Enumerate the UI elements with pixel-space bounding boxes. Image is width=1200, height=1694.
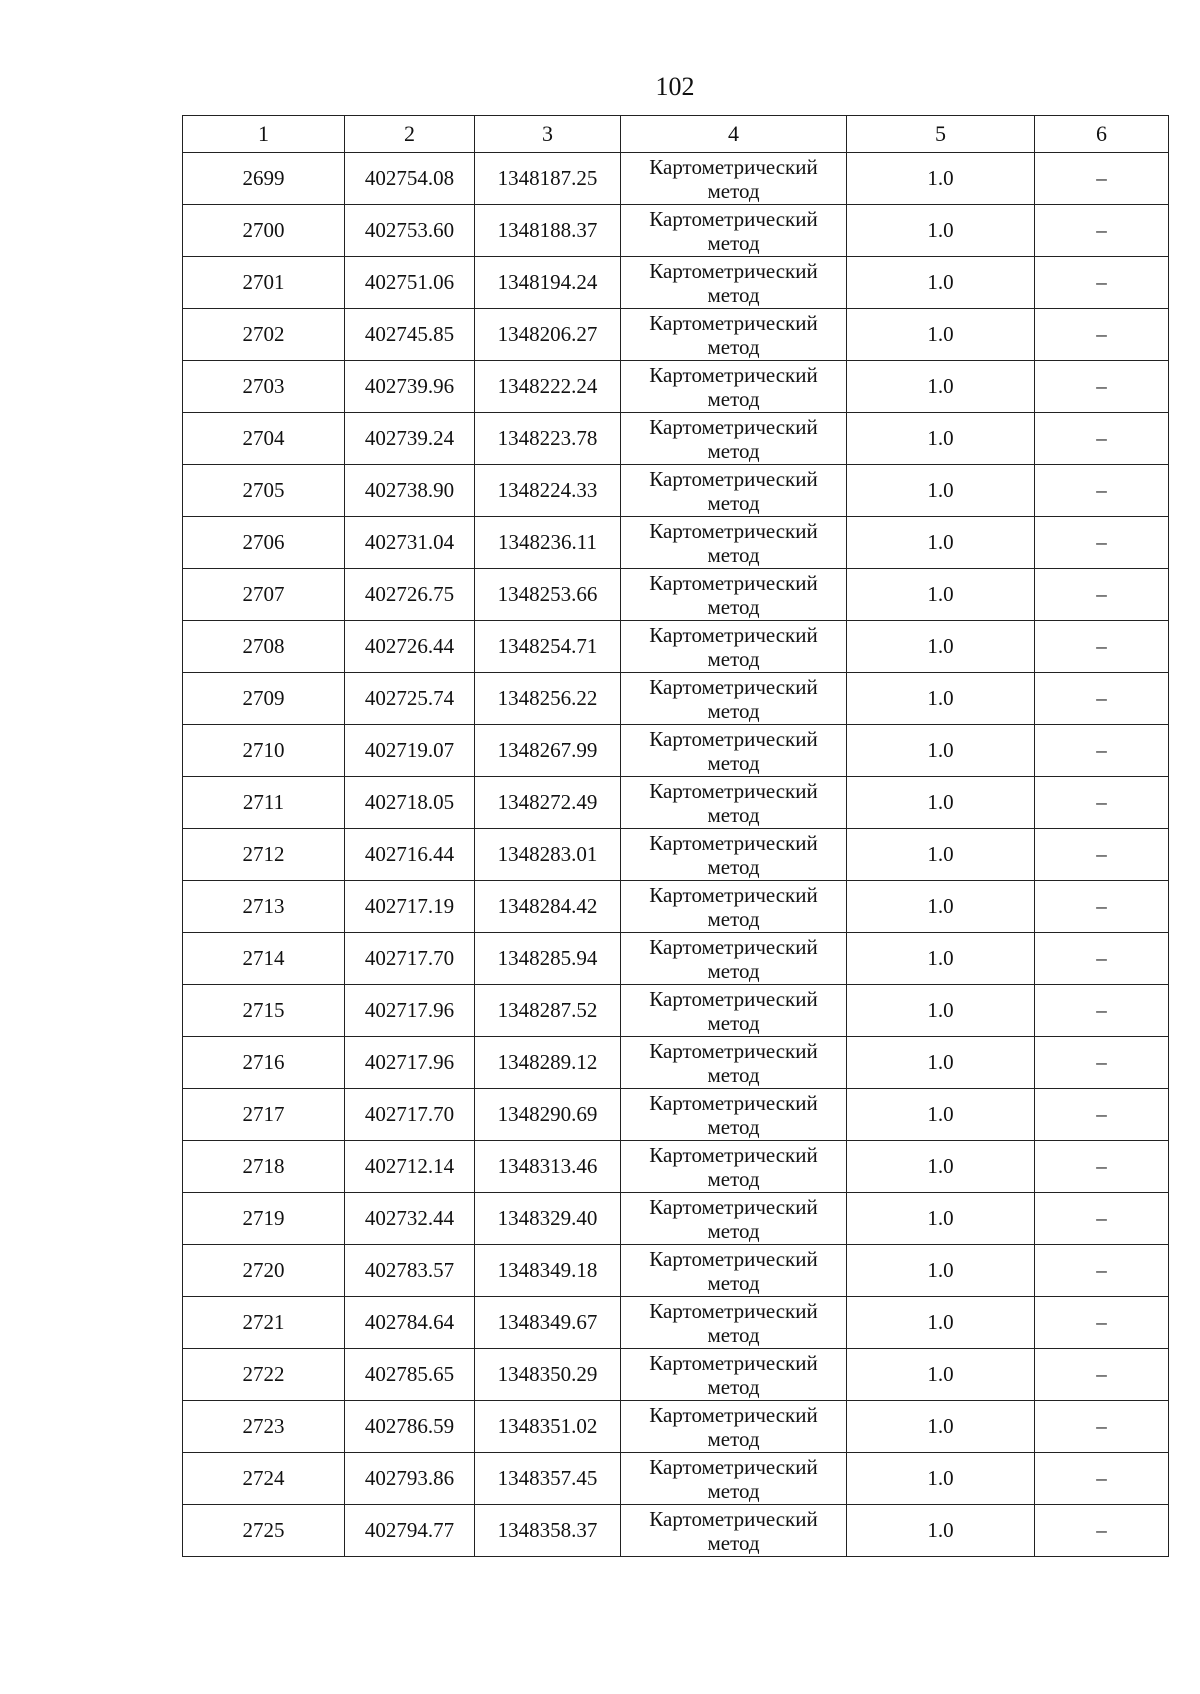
x-coordinate-cell: 402716.44 [345,829,475,881]
x-coordinate-cell: 402717.70 [345,1089,475,1141]
x-coordinate-cell: 402731.04 [345,517,475,569]
y-coordinate-cell: 1348267.99 [475,725,621,777]
method-cell [621,1349,847,1401]
table-row [183,1453,1169,1505]
method-cell [621,1453,847,1505]
table-row [183,257,1169,309]
method-line-1: Картометрический [649,206,818,231]
method-cell [621,1297,847,1349]
x-coordinate-cell: 402738.90 [345,465,475,517]
point-number-cell: 2724 [183,1453,345,1505]
note-cell: – [1035,673,1169,725]
method-line-2: метод [707,1114,760,1139]
method-line-2: метод [707,802,760,827]
table-row [183,777,1169,829]
method-line-1: Картометрический [649,154,818,179]
method-line-2: метод [707,178,760,203]
method-line-1: Картометрический [649,934,818,959]
y-coordinate-cell: 1348236.11 [475,517,621,569]
method-line-1: Картометрический [649,674,818,699]
method-cell [621,257,847,309]
method-line-2: метод [707,490,760,515]
accuracy-cell: 1.0 [847,517,1035,569]
table-row [183,1037,1169,1089]
point-number-cell: 2703 [183,361,345,413]
method-line-2: метод [707,230,760,255]
point-number-cell: 2709 [183,673,345,725]
method-cell [621,1401,847,1453]
table-row [183,829,1169,881]
y-coordinate-cell: 1348349.67 [475,1297,621,1349]
method-line-2: метод [707,282,760,307]
point-number-cell: 2718 [183,1141,345,1193]
coordinates-table [182,115,1169,1557]
point-number-cell: 2712 [183,829,345,881]
note-cell: – [1035,1349,1169,1401]
note-cell: – [1035,309,1169,361]
table-row [183,361,1169,413]
header-col-2: 2 [345,116,475,153]
x-coordinate-cell: 402786.59 [345,1401,475,1453]
y-coordinate-cell: 1348256.22 [475,673,621,725]
x-coordinate-cell: 402785.65 [345,1349,475,1401]
x-coordinate-cell: 402739.96 [345,361,475,413]
method-line-1: Картометрический [649,1402,818,1427]
note-cell: – [1035,361,1169,413]
method-cell [621,1193,847,1245]
point-number-cell: 2706 [183,517,345,569]
note-cell: – [1035,569,1169,621]
method-line-2: метод [707,1374,760,1399]
method-line-2: метод [707,698,760,723]
table-row [183,881,1169,933]
method-line-1: Картометрический [649,830,818,855]
point-number-cell: 2711 [183,777,345,829]
x-coordinate-cell: 402753.60 [345,205,475,257]
method-line-2: метод [707,750,760,775]
y-coordinate-cell: 1348287.52 [475,985,621,1037]
method-line-2: метод [707,854,760,879]
y-coordinate-cell: 1348222.24 [475,361,621,413]
method-line-1: Картометрический [649,1298,818,1323]
method-cell [621,517,847,569]
method-line-2: метод [707,1530,760,1555]
method-cell [621,1505,847,1557]
accuracy-cell: 1.0 [847,1141,1035,1193]
method-cell [621,621,847,673]
method-line-1: Картометрический [649,882,818,907]
header-col-3: 3 [475,116,621,153]
note-cell: – [1035,153,1169,205]
point-number-cell: 2700 [183,205,345,257]
table-row [183,1505,1169,1557]
accuracy-cell: 1.0 [847,725,1035,777]
x-coordinate-cell: 402719.07 [345,725,475,777]
method-line-1: Картометрический [649,362,818,387]
method-line-2: метод [707,1062,760,1087]
accuracy-cell: 1.0 [847,413,1035,465]
accuracy-cell: 1.0 [847,309,1035,361]
x-coordinate-cell: 402745.85 [345,309,475,361]
note-cell: – [1035,465,1169,517]
x-coordinate-cell: 402718.05 [345,777,475,829]
point-number-cell: 2716 [183,1037,345,1089]
x-coordinate-cell: 402732.44 [345,1193,475,1245]
accuracy-cell: 1.0 [847,257,1035,309]
method-line-2: метод [707,1270,760,1295]
y-coordinate-cell: 1348284.42 [475,881,621,933]
y-coordinate-cell: 1348357.45 [475,1453,621,1505]
table-row [183,725,1169,777]
method-line-1: Картометрический [649,778,818,803]
method-line-1: Картометрический [649,1454,818,1479]
table-row [183,465,1169,517]
table-row [183,1349,1169,1401]
table-row [183,621,1169,673]
point-number-cell: 2702 [183,309,345,361]
point-number-cell: 2719 [183,1193,345,1245]
table-row [183,1401,1169,1453]
y-coordinate-cell: 1348188.37 [475,205,621,257]
accuracy-cell: 1.0 [847,881,1035,933]
point-number-cell: 2708 [183,621,345,673]
point-number-cell: 2720 [183,1245,345,1297]
note-cell: – [1035,1505,1169,1557]
method-line-2: метод [707,1426,760,1451]
header-col-1: 1 [183,116,345,153]
x-coordinate-cell: 402717.70 [345,933,475,985]
method-line-2: метод [707,334,760,359]
y-coordinate-cell: 1348253.66 [475,569,621,621]
y-coordinate-cell: 1348289.12 [475,1037,621,1089]
point-number-cell: 2713 [183,881,345,933]
note-cell: – [1035,1453,1169,1505]
note-cell: – [1035,881,1169,933]
header-col-4: 4 [621,116,847,153]
method-line-2: метод [707,386,760,411]
point-number-cell: 2717 [183,1089,345,1141]
method-line-1: Картометрический [649,622,818,647]
accuracy-cell: 1.0 [847,1453,1035,1505]
note-cell: – [1035,725,1169,777]
method-line-1: Картометрический [649,1038,818,1063]
method-cell [621,1141,847,1193]
y-coordinate-cell: 1348285.94 [475,933,621,985]
method-cell [621,465,847,517]
method-line-2: метод [707,542,760,567]
method-line-2: метод [707,906,760,931]
accuracy-cell: 1.0 [847,673,1035,725]
page-number: 102 [655,72,695,101]
method-line-2: метод [707,438,760,463]
x-coordinate-cell: 402717.96 [345,985,475,1037]
accuracy-cell: 1.0 [847,1401,1035,1453]
note-cell: – [1035,517,1169,569]
point-number-cell: 2721 [183,1297,345,1349]
point-number-cell: 2710 [183,725,345,777]
accuracy-cell: 1.0 [847,569,1035,621]
table-row [183,1245,1169,1297]
method-line-1: Картометрический [649,1350,818,1375]
method-cell [621,153,847,205]
x-coordinate-cell: 402712.14 [345,1141,475,1193]
method-line-1: Картометрический [649,1090,818,1115]
table-row [183,517,1169,569]
table-row [183,673,1169,725]
accuracy-cell: 1.0 [847,1505,1035,1557]
point-number-cell: 2705 [183,465,345,517]
note-cell: – [1035,1245,1169,1297]
method-cell [621,569,847,621]
y-coordinate-cell: 1348351.02 [475,1401,621,1453]
method-line-2: метод [707,958,760,983]
method-cell [621,777,847,829]
table-row [183,1141,1169,1193]
x-coordinate-cell: 402783.57 [345,1245,475,1297]
method-cell [621,985,847,1037]
y-coordinate-cell: 1348350.29 [475,1349,621,1401]
table-row [183,985,1169,1037]
accuracy-cell: 1.0 [847,153,1035,205]
accuracy-cell: 1.0 [847,985,1035,1037]
method-line-1: Картометрический [649,466,818,491]
y-coordinate-cell: 1348206.27 [475,309,621,361]
header-row [183,116,1169,153]
y-coordinate-cell: 1348349.18 [475,1245,621,1297]
note-cell: – [1035,985,1169,1037]
method-line-1: Картометрический [649,726,818,751]
method-line-2: метод [707,1218,760,1243]
accuracy-cell: 1.0 [847,933,1035,985]
y-coordinate-cell: 1348290.69 [475,1089,621,1141]
y-coordinate-cell: 1348254.71 [475,621,621,673]
point-number-cell: 2723 [183,1401,345,1453]
method-cell [621,205,847,257]
note-cell: – [1035,829,1169,881]
method-line-2: метод [707,594,760,619]
x-coordinate-cell: 402751.06 [345,257,475,309]
y-coordinate-cell: 1348224.33 [475,465,621,517]
x-coordinate-cell: 402725.74 [345,673,475,725]
table-row [183,413,1169,465]
header-col-5: 5 [847,116,1035,153]
table-row [183,569,1169,621]
point-number-cell: 2715 [183,985,345,1037]
x-coordinate-cell: 402754.08 [345,153,475,205]
note-cell: – [1035,1297,1169,1349]
method-cell [621,1089,847,1141]
y-coordinate-cell: 1348358.37 [475,1505,621,1557]
table-body [183,153,1169,1557]
x-coordinate-cell: 402726.75 [345,569,475,621]
method-line-2: метод [707,1166,760,1191]
accuracy-cell: 1.0 [847,1297,1035,1349]
method-line-1: Картометрический [649,986,818,1011]
note-cell: – [1035,777,1169,829]
point-number-cell: 2701 [183,257,345,309]
method-line-1: Картометрический [649,1246,818,1271]
method-cell [621,829,847,881]
accuracy-cell: 1.0 [847,829,1035,881]
method-line-1: Картометрический [649,1194,818,1219]
y-coordinate-cell: 1348313.46 [475,1141,621,1193]
method-line-1: Картометрический [649,258,818,283]
method-line-1: Картометрический [649,310,818,335]
method-cell [621,1245,847,1297]
accuracy-cell: 1.0 [847,1349,1035,1401]
accuracy-cell: 1.0 [847,1245,1035,1297]
note-cell: – [1035,1141,1169,1193]
note-cell: – [1035,1089,1169,1141]
method-line-1: Картометрический [649,414,818,439]
method-line-2: метод [707,646,760,671]
x-coordinate-cell: 402794.77 [345,1505,475,1557]
method-cell [621,413,847,465]
point-number-cell: 2707 [183,569,345,621]
accuracy-cell: 1.0 [847,205,1035,257]
y-coordinate-cell: 1348223.78 [475,413,621,465]
note-cell: – [1035,933,1169,985]
y-coordinate-cell: 1348283.01 [475,829,621,881]
method-line-1: Картометрический [649,570,818,595]
x-coordinate-cell: 402784.64 [345,1297,475,1349]
method-cell [621,933,847,985]
y-coordinate-cell: 1348272.49 [475,777,621,829]
accuracy-cell: 1.0 [847,465,1035,517]
method-line-1: Картометрический [649,1142,818,1167]
point-number-cell: 2722 [183,1349,345,1401]
method-cell [621,725,847,777]
point-number-cell: 2699 [183,153,345,205]
table-row [183,1297,1169,1349]
x-coordinate-cell: 402793.86 [345,1453,475,1505]
table-row [183,309,1169,361]
method-line-1: Картометрический [649,518,818,543]
method-cell [621,361,847,413]
method-line-1: Картометрический [649,1506,818,1531]
note-cell: – [1035,413,1169,465]
header-col-6: 6 [1035,116,1169,153]
table-row [183,153,1169,205]
note-cell: – [1035,205,1169,257]
x-coordinate-cell: 402717.96 [345,1037,475,1089]
table-row [183,205,1169,257]
note-cell: – [1035,621,1169,673]
table-row [183,1193,1169,1245]
table-row [183,1089,1169,1141]
y-coordinate-cell: 1348329.40 [475,1193,621,1245]
point-number-cell: 2725 [183,1505,345,1557]
note-cell: – [1035,1401,1169,1453]
method-line-2: метод [707,1322,760,1347]
method-cell [621,309,847,361]
note-cell: – [1035,257,1169,309]
accuracy-cell: 1.0 [847,1037,1035,1089]
accuracy-cell: 1.0 [847,777,1035,829]
y-coordinate-cell: 1348194.24 [475,257,621,309]
method-cell [621,673,847,725]
accuracy-cell: 1.0 [847,1193,1035,1245]
point-number-cell: 2704 [183,413,345,465]
x-coordinate-cell: 402726.44 [345,621,475,673]
method-line-2: метод [707,1478,760,1503]
method-cell [621,1037,847,1089]
accuracy-cell: 1.0 [847,621,1035,673]
point-number-cell: 2714 [183,933,345,985]
accuracy-cell: 1.0 [847,361,1035,413]
x-coordinate-cell: 402739.24 [345,413,475,465]
x-coordinate-cell: 402717.19 [345,881,475,933]
y-coordinate-cell: 1348187.25 [475,153,621,205]
method-cell [621,881,847,933]
note-cell: – [1035,1037,1169,1089]
note-cell: – [1035,1193,1169,1245]
method-line-2: метод [707,1010,760,1035]
accuracy-cell: 1.0 [847,1089,1035,1141]
table-row [183,933,1169,985]
